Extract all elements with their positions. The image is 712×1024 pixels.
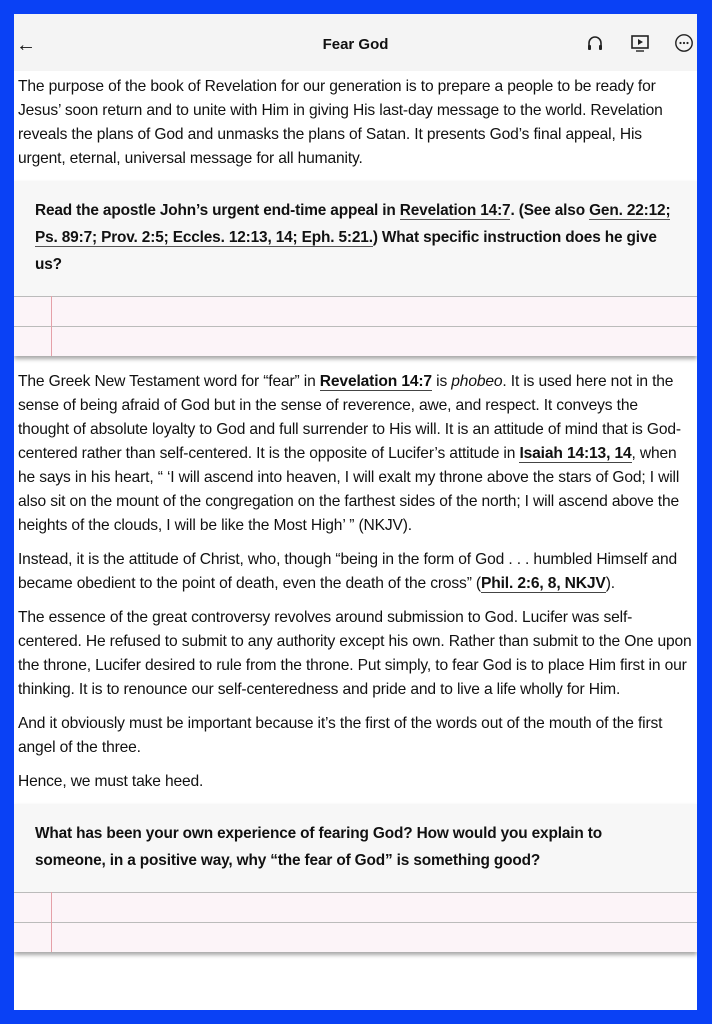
lesson-content: [14, 71, 697, 952]
question-text-part: . (See also: [510, 202, 590, 219]
scripture-link[interactable]: Revelation 14:7: [399, 202, 511, 219]
question-card-2: [14, 804, 697, 952]
arrow-left-icon[interactable]: ←: [16, 34, 36, 56]
text: ).: [605, 575, 615, 592]
paragraph-christ: [18, 548, 693, 596]
app-window: [14, 14, 697, 1010]
scripture-link[interactable]: Isaiah 14:13, 14: [519, 445, 632, 462]
text: . It is used here not in the sense of being afraid of God but in the sense of reverence, awe, and respect. It conveys the thought of absolute loyalty to God and full surrender to His will. It is an attitude of mind that is God-centered rather than self-centered. It is the opposite of Lucifer’s attitude in: [18, 373, 681, 462]
text: Instead, it is the attitude of Christ, who, though “being in the form of God . . . humbled Himself and became obedient to the point of death, even the death of the cross” (: [18, 551, 678, 592]
paragraph-intro: The purpose of the book of Revelation for our generation is to prepare a people to be ready for Jesus’ soon return and to unite with Him in giving His last-day message to the world. Revelation reveals the plans of God and unmasks the plans of Satan. It presents God’s final appeal, His urgent, eternal, universal message for all humanity.: [18, 78, 663, 167]
question-text: [14, 181, 697, 296]
more-options-icon[interactable]: [674, 33, 694, 53]
headphones-icon[interactable]: [585, 33, 605, 53]
paragraph-heed: Hence, we must take heed.: [18, 773, 204, 790]
answer-field[interactable]: [14, 892, 697, 952]
question-text-part: ) What specific instruction does he give us?: [35, 229, 657, 273]
paragraph-phobeo: [18, 370, 693, 538]
text: , when he says in his heart, “ ‘I will ascend into heaven, I will exalt my throne above the stars of God; I will also sit on the mount of the congregation on the farthest sides of the north; I will ascend above the heights of the clouds, I will be like the Most High’ ” (NKJV).: [18, 445, 680, 534]
paragraph-first-angel: And it obviously must be important because it’s the first of the words out of the mouth of the first angel of the three.: [18, 715, 663, 756]
text: The Greek New Testament word for “fear” in: [18, 373, 320, 390]
answer-field[interactable]: [14, 296, 697, 356]
paragraph-controversy: The essence of the great controversy revolves around submission to God. Lucifer was self-centered. He refused to submit to any authority except his own. Rather than submit to the One upon the throne, Lucifer desired to rule from the throne. Put simply, to fear God is to place Him first in our thinking. It is to renounce our self-centeredness and pride and to live a life wholly for Him.: [18, 609, 692, 698]
video-play-icon[interactable]: [630, 33, 650, 53]
scripture-link[interactable]: Revelation 14:7: [319, 373, 432, 390]
text: phobeo: [451, 373, 503, 390]
question-card-1: [14, 181, 697, 356]
scripture-link[interactable]: Phil. 2:6, 8, NKJV: [480, 575, 606, 592]
question-text-part: Read the apostle John’s urgent end-time appeal in: [35, 202, 400, 219]
page-title: Fear God: [322, 36, 389, 53]
text: is: [431, 373, 452, 390]
question-text: What has been your own experience of fearing God? How would you explain to someone, in a positive way, why “the fear of God” is something good?: [35, 825, 602, 869]
scripture-link[interactable]: Gen. 22:12; Ps. 89:7; Prov. 2:5; Eccles. 12:13, 14; Eph. 5:21.: [35, 202, 671, 246]
top-bar: [14, 14, 697, 71]
